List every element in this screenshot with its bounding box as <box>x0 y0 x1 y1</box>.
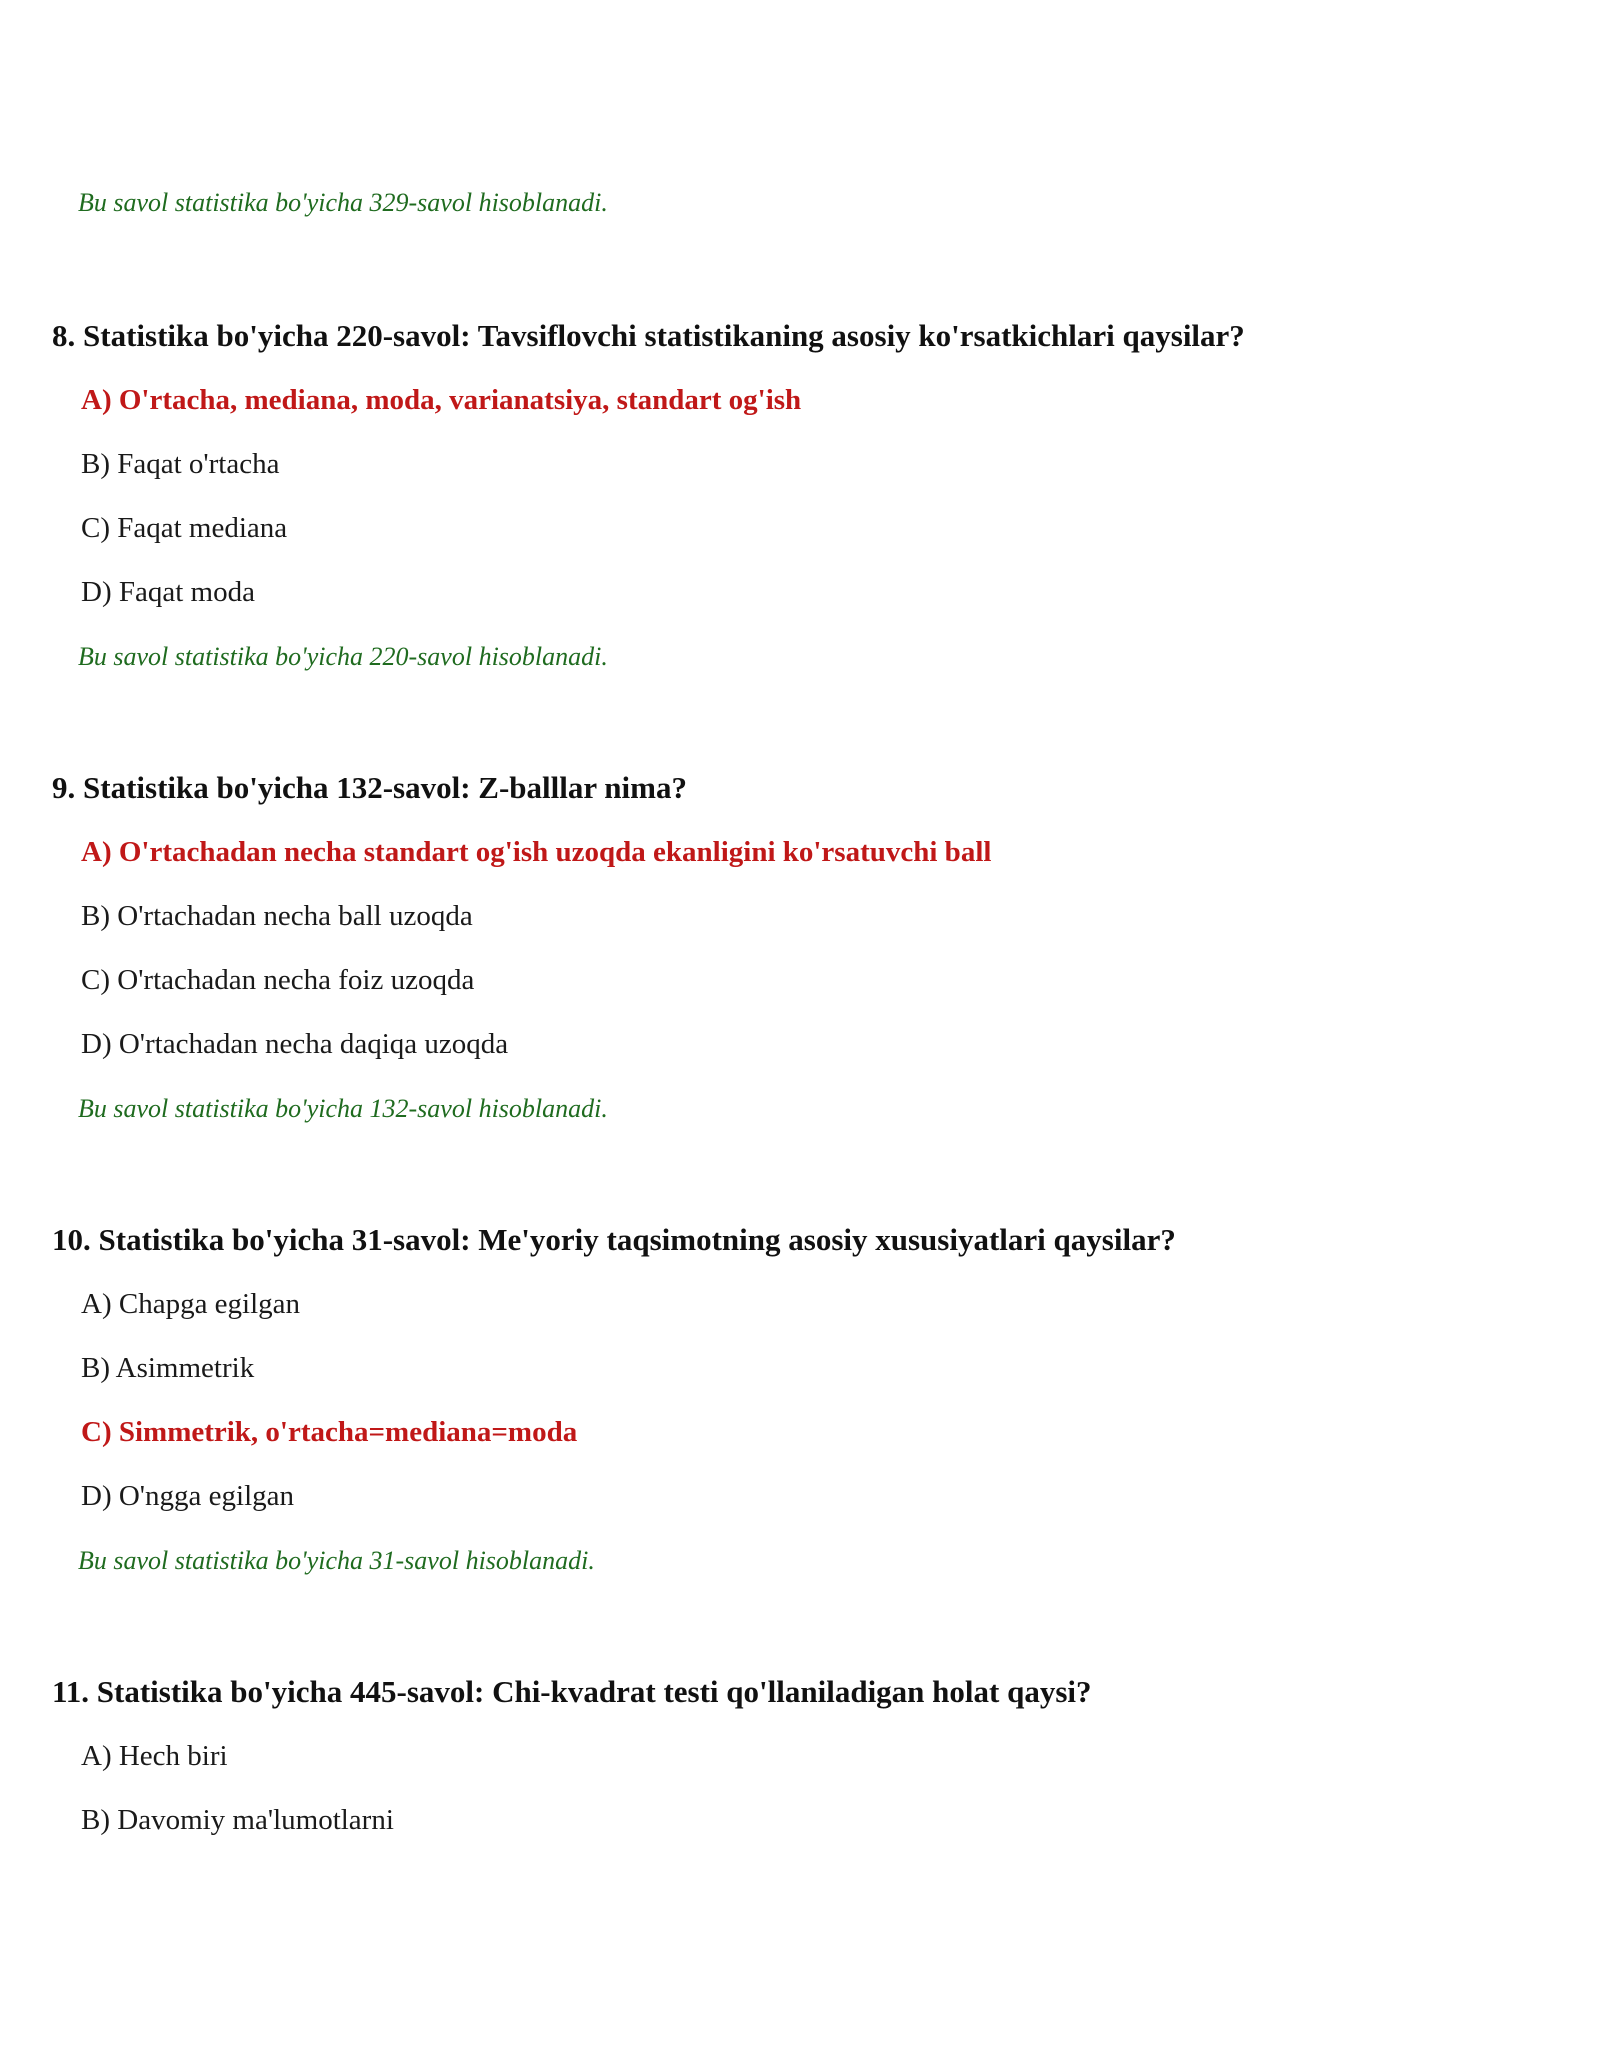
answer-option-correct: A) O'rtachadan necha standart og'ish uzoqda ekanligini ko'rsatuvchi ball <box>81 836 992 868</box>
answer-option: D) O'ngga egilgan <box>81 1480 294 1512</box>
answer-option: C) Faqat mediana <box>81 512 288 544</box>
question-title: 11. Statistika bo'yicha 445-savol: Chi-kvadrat testi qo'llaniladigan holat qaysi? <box>52 1674 1092 1709</box>
answer-option: C) O'rtachadan necha foiz uzoqda <box>81 964 475 996</box>
answer-option: B) O'rtachadan necha ball uzoqda <box>81 900 473 932</box>
question-note: Bu savol statistika bo'yicha 220-savol hisoblanadi. <box>78 642 608 671</box>
answer-option: A) Hech biri <box>81 1740 228 1772</box>
question-title: 9. Statistika bo'yicha 132-savol: Z-balllar nima? <box>52 770 687 805</box>
answer-option: B) Faqat o'rtacha <box>81 448 280 480</box>
answer-option: B) Asimmetrik <box>81 1352 255 1384</box>
answer-option: B) Davomiy ma'lumotlarni <box>81 1804 394 1836</box>
question-title: 8. Statistika bo'yicha 220-savol: Tavsiflovchi statistikaning asosiy ko'rsatkichlari qaysilar? <box>52 318 1245 353</box>
answer-option-correct: C) Simmetrik, o'rtacha=mediana=moda <box>81 1416 578 1448</box>
question-note: Bu savol statistika bo'yicha 31-savol hisoblanadi. <box>78 1546 595 1575</box>
question-note: Bu savol statistika bo'yicha 329-savol hisoblanadi. <box>78 188 608 217</box>
question-note: Bu savol statistika bo'yicha 132-savol hisoblanadi. <box>78 1094 608 1123</box>
answer-option: A) Chapga egilgan <box>81 1288 301 1320</box>
answer-option: D) Faqat moda <box>81 576 255 608</box>
question-title: 10. Statistika bo'yicha 31-savol: Me'yoriy taqsimotning asosiy xususiyatlari qaysilar? <box>52 1222 1176 1257</box>
answer-option-correct: A) O'rtacha, mediana, moda, varianatsiya, standart og'ish <box>81 384 802 416</box>
answer-option: D) O'rtachadan necha daqiqa uzoqda <box>81 1028 509 1060</box>
